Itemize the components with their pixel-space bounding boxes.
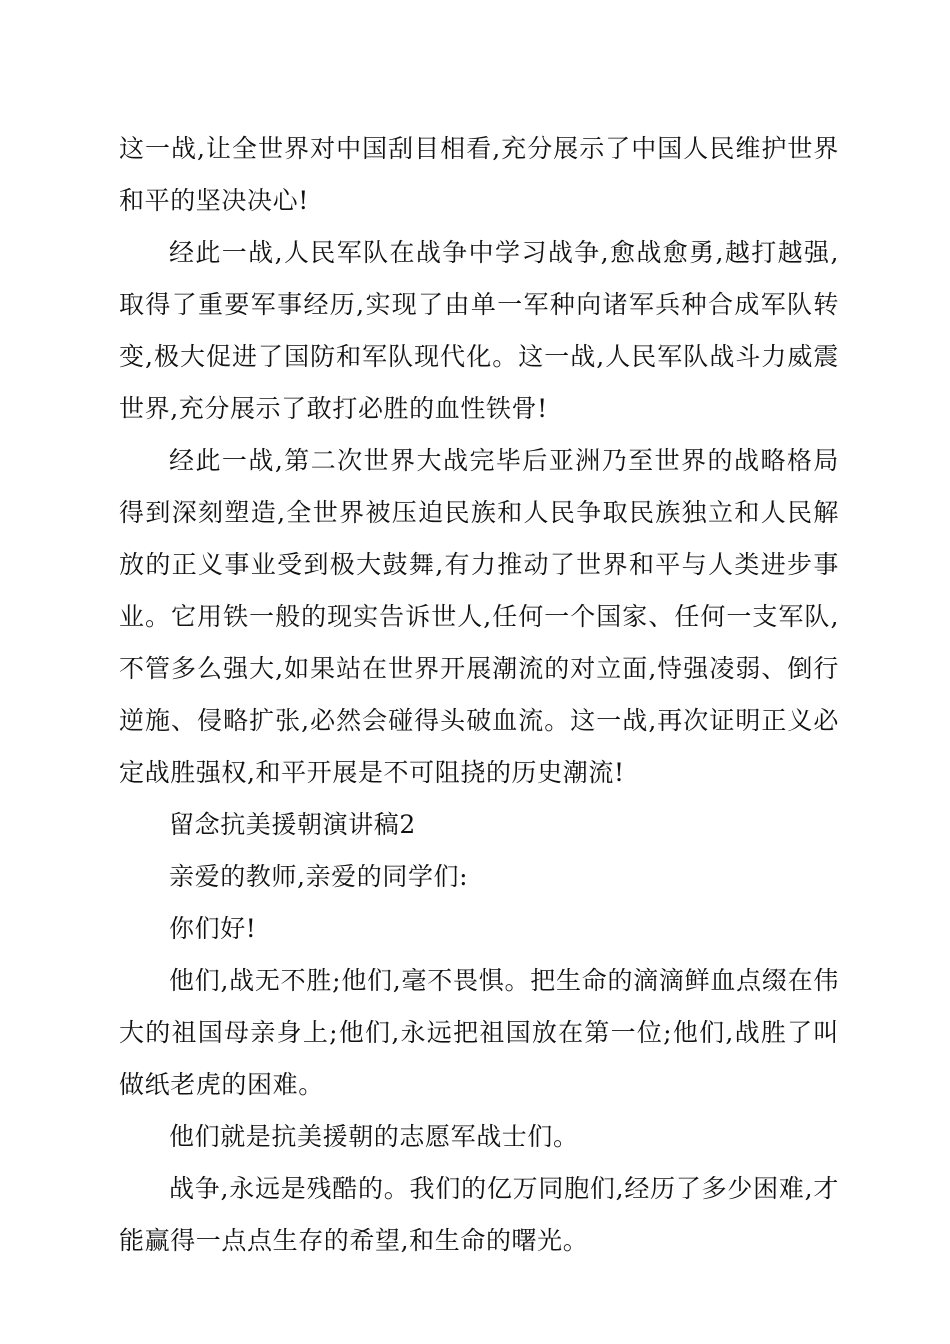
paragraph-4: 他们,战无不胜;他们,毫不畏惧。把生命的滴滴鲜血点缀在伟大的祖国母亲身上;他们,永远把祖国放在第一位;他们,战胜了叫做纸老虎的困难。 — [119, 966, 839, 1099]
paragraph-1: 这一战,让全世界对中国刮目相看,充分展示了中国人民维护世界和平的坚决决心! — [119, 134, 839, 215]
paragraph-6: 战争,永远是残酷的。我们的亿万同胞们,经历了多少困难,才能赢得一点点生存的希望,和生命的曙光。 — [119, 1174, 839, 1255]
section-title: 留念抗美援朝演讲稿2 — [169, 810, 416, 839]
paragraph-5: 他们就是抗美援朝的志愿军战士们。 — [169, 1122, 579, 1151]
salutation: 亲爱的教师,亲爱的同学们: — [169, 862, 469, 891]
paragraph-3: 经此一战,第二次世界大战完毕后亚洲乃至世界的战略格局得到深刻塑造,全世界被压迫民族和人民争取民族独立和人民解放的正义事业受到极大鼓舞,有力推动了世界和平与人类进步事业。它用铁一般的现实告诉世人,任何一个国家、任何一支军队,不管多么强大,如果站在世界开展潮流的对立面,恃强凌弱、倒行逆施、侵略扩张,必然会碰得头破血流。这一战,再次证明正义必定战胜强权,和平开展是不可阻挠的历史潮流! — [119, 446, 839, 787]
document-body — [119, 123, 839, 1267]
greeting: 你们好! — [169, 914, 257, 943]
paragraph-2: 经此一战,人民军队在战争中学习战争,愈战愈勇,越打越强,取得了重要军事经历,实现了由单一军种向诸军兵种合成军队转变,极大促进了国防和军队现代化。这一战,人民军队战斗力威震世界,充分展示了敢打必胜的血性铁骨! — [119, 238, 839, 423]
